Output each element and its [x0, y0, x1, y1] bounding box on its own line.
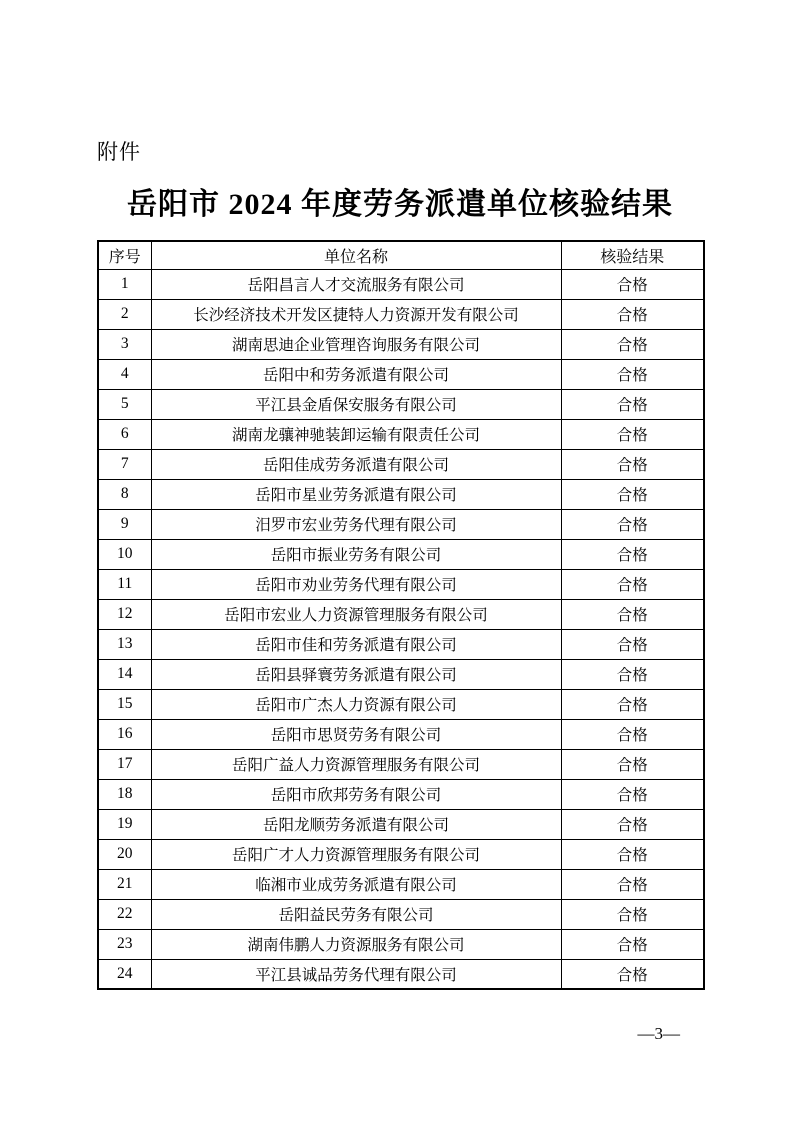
- table-row: [98, 479, 704, 509]
- verify-result: 合格: [561, 929, 704, 959]
- table-row: [98, 839, 704, 869]
- row-number: 19: [98, 809, 151, 839]
- row-number: 13: [98, 629, 151, 659]
- verify-result: 合格: [561, 779, 704, 809]
- row-number: 2: [98, 299, 151, 329]
- unit-name: 岳阳中和劳务派遣有限公司: [151, 359, 561, 389]
- unit-name: 湖南伟鹏人力资源服务有限公司: [151, 929, 561, 959]
- unit-name: 岳阳县驿寰劳务派遣有限公司: [151, 659, 561, 689]
- table-row: [98, 449, 704, 479]
- verify-result: 合格: [561, 809, 704, 839]
- table-header: [98, 241, 704, 269]
- unit-name: 汨罗市宏业劳务代理有限公司: [151, 509, 561, 539]
- table-body: [98, 269, 704, 989]
- unit-name: 岳阳龙顺劳务派遣有限公司: [151, 809, 561, 839]
- verify-result: 合格: [561, 719, 704, 749]
- unit-name: 湖南龙骧神驰装卸运输有限责任公司: [151, 419, 561, 449]
- verify-result: 合格: [561, 539, 704, 569]
- row-number: 17: [98, 749, 151, 779]
- table-row: [98, 959, 704, 989]
- table-row: [98, 809, 704, 839]
- attachment-label: 附件: [97, 141, 141, 164]
- row-number: 21: [98, 869, 151, 899]
- row-number: 4: [98, 359, 151, 389]
- table-row: [98, 869, 704, 899]
- table-row: [98, 569, 704, 599]
- verify-result: 合格: [561, 659, 704, 689]
- verify-result: 合格: [561, 329, 704, 359]
- table-row: [98, 899, 704, 929]
- unit-name: 湖南思迪企业管理咨询服务有限公司: [151, 329, 561, 359]
- unit-name: 岳阳市星业劳务派遣有限公司: [151, 479, 561, 509]
- unit-name: 岳阳市广杰人力资源有限公司: [151, 689, 561, 719]
- table-row: [98, 299, 704, 329]
- row-number: 7: [98, 449, 151, 479]
- unit-name: 岳阳市欣邦劳务有限公司: [151, 779, 561, 809]
- table-row: [98, 749, 704, 779]
- verify-result: 合格: [561, 449, 704, 479]
- verify-result: 合格: [561, 359, 704, 389]
- column-header-number: 序号: [98, 241, 151, 269]
- unit-name: 岳阳市振业劳务有限公司: [151, 539, 561, 569]
- unit-name: 岳阳市佳和劳务派遣有限公司: [151, 629, 561, 659]
- table-row: [98, 539, 704, 569]
- unit-name: 岳阳市宏业人力资源管理服务有限公司: [151, 599, 561, 629]
- row-number: 22: [98, 899, 151, 929]
- verify-result: 合格: [561, 419, 704, 449]
- verify-result: 合格: [561, 599, 704, 629]
- table-row: [98, 929, 704, 959]
- row-number: 24: [98, 959, 151, 989]
- verify-result: 合格: [561, 509, 704, 539]
- row-number: 23: [98, 929, 151, 959]
- verify-result: 合格: [561, 299, 704, 329]
- table-row: [98, 629, 704, 659]
- unit-name: 岳阳益民劳务有限公司: [151, 899, 561, 929]
- row-number: 15: [98, 689, 151, 719]
- row-number: 8: [98, 479, 151, 509]
- unit-name: 平江县诚品劳务代理有限公司: [151, 959, 561, 989]
- table-row: [98, 359, 704, 389]
- unit-name: 岳阳广益人力资源管理服务有限公司: [151, 749, 561, 779]
- document-content: [97, 0, 703, 990]
- verify-result: 合格: [561, 899, 704, 929]
- verify-result: 合格: [561, 569, 704, 599]
- table-row: [98, 689, 704, 719]
- verify-result: 合格: [561, 389, 704, 419]
- row-number: 14: [98, 659, 151, 689]
- unit-name: 岳阳市劝业劳务代理有限公司: [151, 569, 561, 599]
- unit-name: 长沙经济技术开发区捷特人力资源开发有限公司: [151, 299, 561, 329]
- verify-result: 合格: [561, 629, 704, 659]
- unit-name: 临湘市业成劳务派遣有限公司: [151, 869, 561, 899]
- unit-name: 平江县金盾保安服务有限公司: [151, 389, 561, 419]
- row-number: 3: [98, 329, 151, 359]
- unit-name: 岳阳佳成劳务派遣有限公司: [151, 449, 561, 479]
- verify-result: 合格: [561, 749, 704, 779]
- row-number: 16: [98, 719, 151, 749]
- row-number: 6: [98, 419, 151, 449]
- verify-result: 合格: [561, 959, 704, 989]
- table-header-row: [98, 241, 704, 269]
- table-row: [98, 419, 704, 449]
- verify-result: 合格: [561, 269, 704, 299]
- verify-result: 合格: [561, 689, 704, 719]
- unit-name: 岳阳昌言人才交流服务有限公司: [151, 269, 561, 299]
- row-number: 20: [98, 839, 151, 869]
- table-row: [98, 659, 704, 689]
- column-header-result: 核验结果: [561, 241, 704, 269]
- table-row: [98, 389, 704, 419]
- column-header-unit-name: 单位名称: [151, 241, 561, 269]
- unit-name: 岳阳市思贤劳务有限公司: [151, 719, 561, 749]
- row-number: 5: [98, 389, 151, 419]
- table-row: [98, 719, 704, 749]
- table-row: [98, 509, 704, 539]
- verify-result: 合格: [561, 479, 704, 509]
- page-number: —3—: [637, 1024, 680, 1043]
- table-row: [98, 329, 704, 359]
- row-number: 9: [98, 509, 151, 539]
- row-number: 10: [98, 539, 151, 569]
- row-number: 18: [98, 779, 151, 809]
- row-number: 1: [98, 269, 151, 299]
- table-row: [98, 269, 704, 299]
- verification-result-table: [97, 240, 705, 990]
- page-title: 岳阳市 2024 年度劳务派遣单位核验结果: [127, 188, 673, 221]
- verify-result: 合格: [561, 839, 704, 869]
- table-row: [98, 599, 704, 629]
- row-number: 12: [98, 599, 151, 629]
- verify-result: 合格: [561, 869, 704, 899]
- table-row: [98, 779, 704, 809]
- row-number: 11: [98, 569, 151, 599]
- unit-name: 岳阳广才人力资源管理服务有限公司: [151, 839, 561, 869]
